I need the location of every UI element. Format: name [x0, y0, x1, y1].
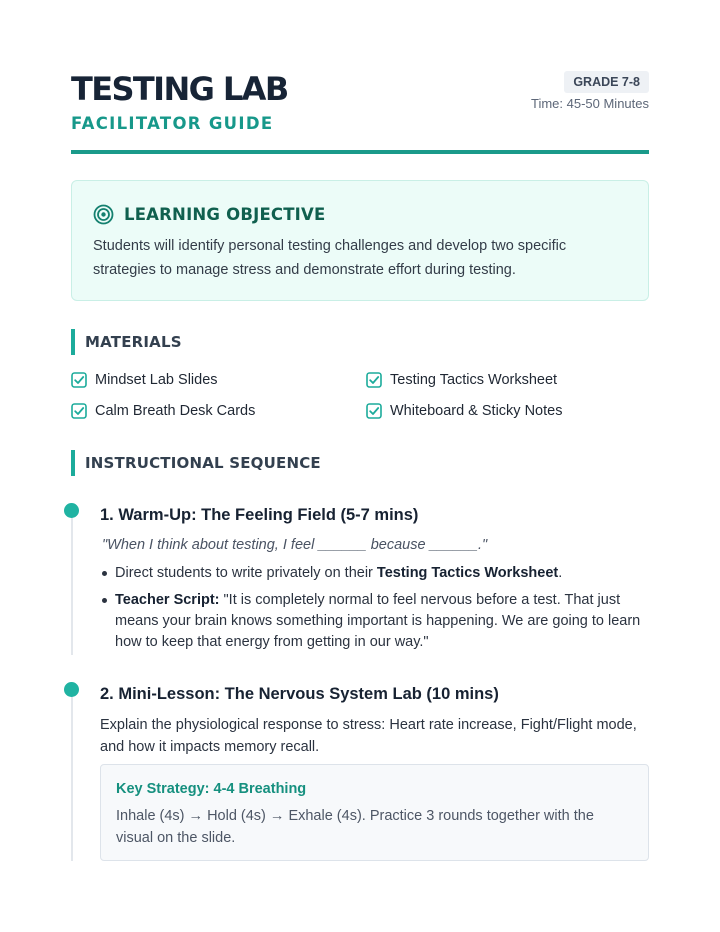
- target-icon: [93, 204, 114, 225]
- worksheet-name: Testing Tactics Worksheet: [376, 565, 559, 581]
- teacher-script-text: "It is completely normal to feel nervous before a test. That just means your brain knows something important is happening. We are going to learn how to keep that energy from getting in our way.": [115, 592, 641, 650]
- grade-badge: GRADE 7-8: [564, 71, 649, 93]
- timeline-line: [71, 512, 73, 655]
- step-title: 2. Mini-Lesson: The Nervous System Lab (10 mins): [100, 685, 499, 703]
- step-prompt: "When I think about testing, I feel ______ because ______.": [102, 537, 488, 553]
- timeline-dot: [64, 503, 79, 518]
- checkbox-checked-icon: [71, 403, 87, 419]
- timeline-line: [71, 690, 73, 861]
- list-item: [100, 563, 649, 584]
- checkbox-checked-icon: [71, 372, 87, 388]
- time-label: Time: 45-50 Minutes: [530, 96, 649, 111]
- material-label: Mindset Lab Slides: [95, 372, 218, 388]
- step-bullets: [100, 563, 649, 659]
- material-item: [71, 401, 255, 421]
- strategy-title: Key Strategy: 4-4 Breathing: [116, 781, 307, 797]
- sequence-heading: INSTRUCTIONAL SEQUENCE: [71, 450, 321, 476]
- bullet-text: .: [558, 565, 563, 581]
- page-header: [71, 0, 649, 154]
- material-item: [366, 370, 557, 390]
- step-description: Explain the physiological response to stress: Heart rate increase, Fight/Flight mode, and how it impacts memory recall.: [100, 717, 637, 755]
- material-item: [366, 401, 562, 421]
- objective-title: LEARNING OBJECTIVE: [124, 204, 326, 224]
- timeline-dot: [64, 682, 79, 697]
- materials-heading: MATERIALS: [71, 329, 182, 355]
- checkbox-checked-icon: [366, 403, 382, 419]
- page-title: TESTING LAB: [71, 70, 288, 108]
- objective-text: Students will identify personal testing challenges and develop two specific strategies to manage stress and demonstrate effort during testing.: [93, 238, 567, 278]
- material-label: Testing Tactics Worksheet: [390, 372, 558, 388]
- material-label: Calm Breath Desk Cards: [95, 403, 256, 419]
- bullet-text: Direct students to write privately on their: [115, 565, 377, 581]
- learning-objective-box: [71, 180, 649, 301]
- teacher-script-label: Teacher Script:: [115, 592, 220, 608]
- step-title: 1. Warm-Up: The Feeling Field (5-7 mins): [100, 506, 419, 524]
- key-strategy-box: [100, 764, 649, 861]
- page-subtitle: FACILITATOR GUIDE: [71, 114, 274, 133]
- strategy-text: Inhale (4s) → Hold (4s) → Exhale (4s). Practice 3 rounds together with the visual on the slide.: [116, 808, 594, 846]
- checkbox-checked-icon: [366, 372, 382, 388]
- list-item: [100, 590, 649, 653]
- material-item: [71, 370, 218, 390]
- material-label: Whiteboard & Sticky Notes: [390, 403, 563, 419]
